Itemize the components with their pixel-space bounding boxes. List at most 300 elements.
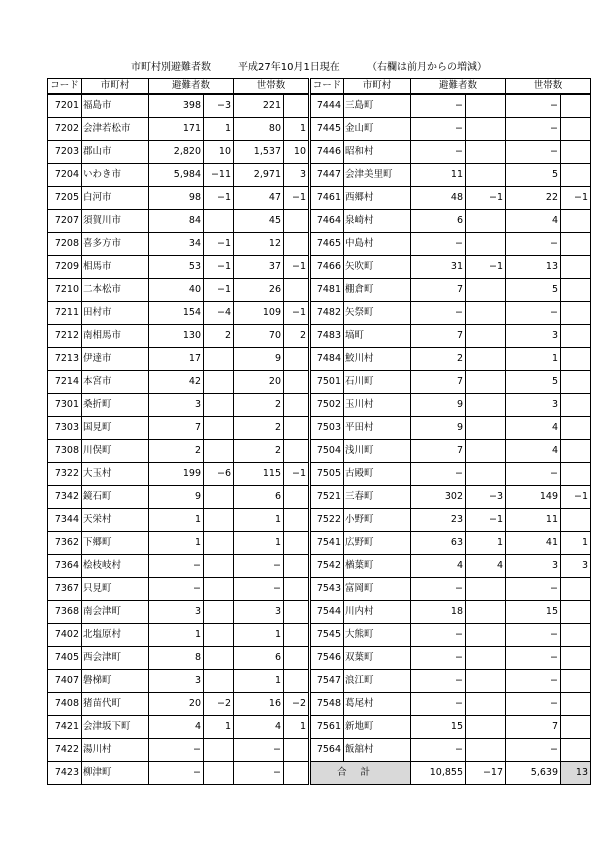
right-evacuees-change-cell bbox=[466, 118, 506, 141]
right-name-cell: 飯舘村 bbox=[344, 739, 411, 762]
left-code-cell: 7301 bbox=[48, 394, 82, 417]
right-evacuees-change-cell: −1 bbox=[466, 187, 506, 210]
left-name-cell: 二本松市 bbox=[82, 279, 149, 302]
right-evacuees-cell: 9 bbox=[411, 417, 466, 440]
left-code-cell: 7342 bbox=[48, 486, 82, 509]
right-households-cell: 5 bbox=[506, 371, 561, 394]
left-households-change-cell bbox=[284, 440, 310, 463]
right-evacuees-change-cell bbox=[466, 279, 506, 302]
left-households-cell: 20 bbox=[234, 371, 284, 394]
right-households-cell: 22 bbox=[506, 187, 561, 210]
right-households-change-cell bbox=[561, 210, 591, 233]
right-evacuees-cell: 18 bbox=[411, 601, 466, 624]
table-row bbox=[48, 624, 591, 647]
right-name-cell: 泉崎村 bbox=[344, 210, 411, 233]
right-name-cell: 浅川町 bbox=[344, 440, 411, 463]
right-households-change-cell bbox=[561, 716, 591, 739]
right-households-cell: − bbox=[506, 578, 561, 601]
table-row bbox=[48, 348, 591, 371]
right-households-cell: − bbox=[506, 693, 561, 716]
left-evacuees-cell: 8 bbox=[149, 647, 204, 670]
right-households-change-cell bbox=[561, 233, 591, 256]
left-households-change-cell bbox=[284, 624, 310, 647]
left-evacuees-cell: − bbox=[149, 739, 204, 762]
right-code-cell: 7545 bbox=[310, 624, 344, 647]
left-code-cell: 7422 bbox=[48, 739, 82, 762]
right-households-cell: 4 bbox=[506, 210, 561, 233]
left-evacuees-change-cell: −2 bbox=[204, 693, 234, 716]
left-code-cell: 7322 bbox=[48, 463, 82, 486]
left-code-cell: 7201 bbox=[48, 94, 82, 118]
right-households-cell: 15 bbox=[506, 601, 561, 624]
right-evacuees-change-cell bbox=[466, 233, 506, 256]
left-code-cell: 7402 bbox=[48, 624, 82, 647]
left-evacuees-change-cell: −3 bbox=[204, 94, 234, 118]
left-households-change-cell bbox=[284, 394, 310, 417]
left-households-change-cell: −1 bbox=[284, 187, 310, 210]
left-households-cell: 1 bbox=[234, 670, 284, 693]
right-households-change-cell bbox=[561, 463, 591, 486]
table-row bbox=[48, 417, 591, 440]
left-households-change-cell: −2 bbox=[284, 693, 310, 716]
right-evacuees-cell: 11 bbox=[411, 164, 466, 187]
right-evacuees-cell: − bbox=[411, 693, 466, 716]
right-name-cell: 棚倉町 bbox=[344, 279, 411, 302]
right-code-cell: 7481 bbox=[310, 279, 344, 302]
right-name-cell: 石川町 bbox=[344, 371, 411, 394]
right-code-cell: 7482 bbox=[310, 302, 344, 325]
right-households-cell: − bbox=[506, 141, 561, 164]
left-evacuees-cell: 20 bbox=[149, 693, 204, 716]
table-row bbox=[48, 555, 591, 578]
left-code-cell: 7367 bbox=[48, 578, 82, 601]
left-name-cell: 磐梯町 bbox=[82, 670, 149, 693]
table-row bbox=[48, 762, 591, 785]
right-name-cell: 玉川村 bbox=[344, 394, 411, 417]
right-households-change-cell bbox=[561, 693, 591, 716]
right-name-cell: 双葉町 bbox=[344, 647, 411, 670]
right-evacuees-cell: − bbox=[411, 647, 466, 670]
left-name-cell: 須賀川市 bbox=[82, 210, 149, 233]
left-name-cell: 鏡石町 bbox=[82, 486, 149, 509]
left-evacuees-change-cell: 1 bbox=[204, 716, 234, 739]
left-name-cell: 南会津町 bbox=[82, 601, 149, 624]
left-code-cell: 7213 bbox=[48, 348, 82, 371]
right-households-cell: − bbox=[506, 233, 561, 256]
left-evacuees-cell: 9 bbox=[149, 486, 204, 509]
left-code-cell: 7204 bbox=[48, 164, 82, 187]
right-households-cell: 5 bbox=[506, 164, 561, 187]
left-evacuees-change-cell bbox=[204, 210, 234, 233]
left-name-cell: 南相馬市 bbox=[82, 325, 149, 348]
right-households-change-cell bbox=[561, 94, 591, 118]
right-households-change-cell bbox=[561, 601, 591, 624]
table-row bbox=[48, 94, 591, 118]
table-row bbox=[48, 440, 591, 463]
left-evacuees-cell: 1 bbox=[149, 624, 204, 647]
left-evacuees-change-cell bbox=[204, 486, 234, 509]
right-households-cell: 5 bbox=[506, 279, 561, 302]
right-households-cell: − bbox=[506, 463, 561, 486]
right-households-cell: 3 bbox=[506, 555, 561, 578]
left-households-change-cell bbox=[284, 762, 310, 785]
left-households-change-cell bbox=[284, 417, 310, 440]
right-evacuees-cell: 7 bbox=[411, 325, 466, 348]
left-households-change-cell bbox=[284, 509, 310, 532]
left-name-cell: 相馬市 bbox=[82, 256, 149, 279]
left-name-cell: 郡山市 bbox=[82, 141, 149, 164]
table-row bbox=[48, 739, 591, 762]
right-code-cell: 7548 bbox=[310, 693, 344, 716]
right-code-cell: 7541 bbox=[310, 532, 344, 555]
right-households-change-cell bbox=[561, 164, 591, 187]
right-evacuees-cell: 4 bbox=[411, 555, 466, 578]
left-name-cell: いわき市 bbox=[82, 164, 149, 187]
left-name-cell: 会津若松市 bbox=[82, 118, 149, 141]
left-households-change-cell bbox=[284, 348, 310, 371]
left-evacuees-change-cell: −4 bbox=[204, 302, 234, 325]
right-households-change-cell bbox=[561, 256, 591, 279]
left-name-cell: 田村市 bbox=[82, 302, 149, 325]
table-row bbox=[48, 164, 591, 187]
table-row bbox=[48, 670, 591, 693]
left-households-change-cell: −1 bbox=[284, 256, 310, 279]
table-row bbox=[48, 256, 591, 279]
left-households-change-cell: −1 bbox=[284, 302, 310, 325]
right-evacuees-change-cell bbox=[466, 578, 506, 601]
evacuee-table bbox=[47, 78, 591, 785]
left-evacuees-change-cell bbox=[204, 601, 234, 624]
table-row bbox=[48, 578, 591, 601]
left-households-change-cell bbox=[284, 670, 310, 693]
left-evacuees-change-cell bbox=[204, 647, 234, 670]
left-evacuees-cell: 2,820 bbox=[149, 141, 204, 164]
left-code-cell: 7344 bbox=[48, 509, 82, 532]
left-code-cell: 7210 bbox=[48, 279, 82, 302]
right-name-cell: 金山町 bbox=[344, 118, 411, 141]
left-code-cell: 7408 bbox=[48, 693, 82, 716]
left-name-cell: 桧枝岐村 bbox=[82, 555, 149, 578]
left-name-cell: 白河市 bbox=[82, 187, 149, 210]
left-households-cell: 2 bbox=[234, 394, 284, 417]
left-evacuees-change-cell bbox=[204, 509, 234, 532]
left-code-cell: 7207 bbox=[48, 210, 82, 233]
right-households-change-cell bbox=[561, 739, 591, 762]
left-code-cell: 7308 bbox=[48, 440, 82, 463]
right-evacuees-change-cell: −3 bbox=[466, 486, 506, 509]
right-code-cell: 7461 bbox=[310, 187, 344, 210]
right-evacuees-cell: 48 bbox=[411, 187, 466, 210]
left-evacuees-change-cell bbox=[204, 739, 234, 762]
right-households-cell: 13 bbox=[506, 256, 561, 279]
right-households-change-cell bbox=[561, 624, 591, 647]
right-evacuees-cell: 7 bbox=[411, 371, 466, 394]
total-evacuees-cell: 10,855 bbox=[411, 762, 466, 785]
left-households-change-cell: 3 bbox=[284, 164, 310, 187]
right-evacuees-cell: 23 bbox=[411, 509, 466, 532]
right-name-cell: 新地町 bbox=[344, 716, 411, 739]
left-evacuees-cell: 17 bbox=[149, 348, 204, 371]
left-evacuees-change-cell: −1 bbox=[204, 187, 234, 210]
right-name-cell: 葛尾村 bbox=[344, 693, 411, 716]
right-households-change-cell: 3 bbox=[561, 555, 591, 578]
right-households-cell: 1 bbox=[506, 348, 561, 371]
left-evacuees-cell: 199 bbox=[149, 463, 204, 486]
left-households-cell: 4 bbox=[234, 716, 284, 739]
left-evacuees-cell: − bbox=[149, 555, 204, 578]
right-evacuees-cell: − bbox=[411, 578, 466, 601]
left-name-cell: 湯川村 bbox=[82, 739, 149, 762]
left-name-cell: 柳津町 bbox=[82, 762, 149, 785]
right-code-cell: 7542 bbox=[310, 555, 344, 578]
left-evacuees-cell: 130 bbox=[149, 325, 204, 348]
left-name-cell: 福島市 bbox=[82, 94, 149, 118]
right-evacuees-cell: 6 bbox=[411, 210, 466, 233]
right-code-cell: 7546 bbox=[310, 647, 344, 670]
right-households-change-cell bbox=[561, 371, 591, 394]
left-code-cell: 7362 bbox=[48, 532, 82, 555]
header-municipality-right: 市町村 bbox=[344, 79, 411, 95]
left-name-cell: 大玉村 bbox=[82, 463, 149, 486]
left-code-cell: 7364 bbox=[48, 555, 82, 578]
header-households: 世帯数 bbox=[234, 79, 310, 95]
right-code-cell: 7547 bbox=[310, 670, 344, 693]
header-municipality: 市町村 bbox=[82, 79, 149, 95]
right-name-cell: 古殿町 bbox=[344, 463, 411, 486]
left-households-cell: 45 bbox=[234, 210, 284, 233]
left-households-cell: 1 bbox=[234, 532, 284, 555]
right-evacuees-change-cell bbox=[466, 647, 506, 670]
right-name-cell: 会津美里町 bbox=[344, 164, 411, 187]
left-evacuees-change-cell bbox=[204, 670, 234, 693]
total-households-cell: 5,639 bbox=[506, 762, 561, 785]
left-households-change-cell bbox=[284, 601, 310, 624]
left-name-cell: 下郷町 bbox=[82, 532, 149, 555]
left-households-cell: 47 bbox=[234, 187, 284, 210]
left-evacuees-cell: 3 bbox=[149, 394, 204, 417]
left-code-cell: 7303 bbox=[48, 417, 82, 440]
left-households-change-cell bbox=[284, 210, 310, 233]
header-households-right: 世帯数 bbox=[506, 79, 591, 95]
left-households-cell: 2 bbox=[234, 440, 284, 463]
right-evacuees-change-cell bbox=[466, 716, 506, 739]
left-households-cell: 16 bbox=[234, 693, 284, 716]
left-evacuees-change-cell bbox=[204, 371, 234, 394]
left-evacuees-cell: 1 bbox=[149, 509, 204, 532]
right-code-cell: 7445 bbox=[310, 118, 344, 141]
right-evacuees-change-cell bbox=[466, 463, 506, 486]
right-households-cell: 41 bbox=[506, 532, 561, 555]
left-households-change-cell bbox=[284, 578, 310, 601]
right-households-cell: 4 bbox=[506, 440, 561, 463]
right-evacuees-change-cell bbox=[466, 739, 506, 762]
left-households-cell: 2,971 bbox=[234, 164, 284, 187]
left-name-cell: 本宮市 bbox=[82, 371, 149, 394]
left-evacuees-cell: 53 bbox=[149, 256, 204, 279]
left-name-cell: 会津坂下町 bbox=[82, 716, 149, 739]
left-evacuees-change-cell bbox=[204, 762, 234, 785]
right-households-change-cell bbox=[561, 670, 591, 693]
left-households-change-cell bbox=[284, 532, 310, 555]
left-evacuees-cell: 3 bbox=[149, 601, 204, 624]
table-row bbox=[48, 325, 591, 348]
right-code-cell: 7466 bbox=[310, 256, 344, 279]
right-households-cell: − bbox=[506, 670, 561, 693]
right-evacuees-change-cell bbox=[466, 601, 506, 624]
left-evacuees-cell: 98 bbox=[149, 187, 204, 210]
table-row bbox=[48, 233, 591, 256]
left-code-cell: 7205 bbox=[48, 187, 82, 210]
table-row bbox=[48, 509, 591, 532]
right-code-cell: 7544 bbox=[310, 601, 344, 624]
left-households-cell: 6 bbox=[234, 647, 284, 670]
right-code-cell: 7484 bbox=[310, 348, 344, 371]
left-name-cell: 喜多方市 bbox=[82, 233, 149, 256]
left-code-cell: 7421 bbox=[48, 716, 82, 739]
right-name-cell: 鮫川村 bbox=[344, 348, 411, 371]
right-code-cell: 7564 bbox=[310, 739, 344, 762]
left-evacuees-change-cell bbox=[204, 555, 234, 578]
left-code-cell: 7214 bbox=[48, 371, 82, 394]
right-name-cell: 矢吹町 bbox=[344, 256, 411, 279]
left-evacuees-cell: 42 bbox=[149, 371, 204, 394]
right-households-change-cell: −1 bbox=[561, 486, 591, 509]
right-households-cell: 3 bbox=[506, 394, 561, 417]
right-evacuees-change-cell bbox=[466, 624, 506, 647]
left-evacuees-cell: 34 bbox=[149, 233, 204, 256]
right-households-change-cell bbox=[561, 302, 591, 325]
right-code-cell: 7447 bbox=[310, 164, 344, 187]
table-row bbox=[48, 647, 591, 670]
right-evacuees-cell: 7 bbox=[411, 440, 466, 463]
left-evacuees-cell: 1 bbox=[149, 532, 204, 555]
right-households-cell: − bbox=[506, 302, 561, 325]
right-evacuees-cell: − bbox=[411, 141, 466, 164]
right-evacuees-change-cell bbox=[466, 94, 506, 118]
right-households-cell: 4 bbox=[506, 417, 561, 440]
left-households-cell: 115 bbox=[234, 463, 284, 486]
left-households-cell: 37 bbox=[234, 256, 284, 279]
right-code-cell: 7501 bbox=[310, 371, 344, 394]
right-code-cell: 7543 bbox=[310, 578, 344, 601]
left-households-change-cell: 2 bbox=[284, 325, 310, 348]
left-households-cell: 1 bbox=[234, 509, 284, 532]
right-name-cell: 昭和村 bbox=[344, 141, 411, 164]
left-evacuees-change-cell: −1 bbox=[204, 233, 234, 256]
table-row bbox=[48, 601, 591, 624]
left-name-cell: 川俣町 bbox=[82, 440, 149, 463]
right-households-cell: − bbox=[506, 624, 561, 647]
right-evacuees-cell: − bbox=[411, 233, 466, 256]
right-households-change-cell: −1 bbox=[561, 187, 591, 210]
right-evacuees-cell: 31 bbox=[411, 256, 466, 279]
left-households-change-cell: 1 bbox=[284, 118, 310, 141]
right-name-cell: 塙町 bbox=[344, 325, 411, 348]
document-title bbox=[0, 61, 599, 75]
left-code-cell: 7202 bbox=[48, 118, 82, 141]
right-evacuees-change-cell bbox=[466, 210, 506, 233]
left-households-change-cell bbox=[284, 739, 310, 762]
right-evacuees-cell: − bbox=[411, 302, 466, 325]
left-households-cell: − bbox=[234, 555, 284, 578]
left-evacuees-change-cell bbox=[204, 440, 234, 463]
left-evacuees-cell: 40 bbox=[149, 279, 204, 302]
right-code-cell: 7504 bbox=[310, 440, 344, 463]
left-households-change-cell bbox=[284, 279, 310, 302]
right-code-cell: 7521 bbox=[310, 486, 344, 509]
left-households-change-cell bbox=[284, 555, 310, 578]
table-row bbox=[48, 693, 591, 716]
left-evacuees-change-cell bbox=[204, 532, 234, 555]
left-households-cell: − bbox=[234, 578, 284, 601]
left-households-cell: 109 bbox=[234, 302, 284, 325]
left-households-cell: 70 bbox=[234, 325, 284, 348]
table-row bbox=[48, 118, 591, 141]
right-code-cell: 7464 bbox=[310, 210, 344, 233]
left-households-change-cell: 10 bbox=[284, 141, 310, 164]
right-evacuees-cell: − bbox=[411, 463, 466, 486]
left-households-change-cell bbox=[284, 371, 310, 394]
right-name-cell: 大熊町 bbox=[344, 624, 411, 647]
left-evacuees-change-cell bbox=[204, 394, 234, 417]
right-households-cell: 7 bbox=[506, 716, 561, 739]
left-code-cell: 7423 bbox=[48, 762, 82, 785]
right-code-cell: 7502 bbox=[310, 394, 344, 417]
right-code-cell: 7483 bbox=[310, 325, 344, 348]
left-evacuees-change-cell bbox=[204, 417, 234, 440]
left-evacuees-change-cell bbox=[204, 348, 234, 371]
table-row bbox=[48, 371, 591, 394]
left-code-cell: 7368 bbox=[48, 601, 82, 624]
right-households-change-cell bbox=[561, 279, 591, 302]
right-households-change-cell bbox=[561, 578, 591, 601]
left-households-cell: 26 bbox=[234, 279, 284, 302]
right-evacuees-change-cell: −1 bbox=[466, 256, 506, 279]
right-households-change-cell bbox=[561, 325, 591, 348]
left-name-cell: 只見町 bbox=[82, 578, 149, 601]
left-evacuees-cell: 4 bbox=[149, 716, 204, 739]
right-name-cell: 川内村 bbox=[344, 601, 411, 624]
left-households-cell: 1,537 bbox=[234, 141, 284, 164]
right-evacuees-cell: 302 bbox=[411, 486, 466, 509]
right-evacuees-change-cell bbox=[466, 164, 506, 187]
left-evacuees-cell: 3 bbox=[149, 670, 204, 693]
right-households-cell: 149 bbox=[506, 486, 561, 509]
right-evacuees-change-cell bbox=[466, 670, 506, 693]
left-households-cell: 221 bbox=[234, 94, 284, 118]
left-households-cell: − bbox=[234, 739, 284, 762]
left-code-cell: 7405 bbox=[48, 647, 82, 670]
right-evacuees-change-cell bbox=[466, 141, 506, 164]
right-name-cell: 広野町 bbox=[344, 532, 411, 555]
left-evacuees-cell: 84 bbox=[149, 210, 204, 233]
left-name-cell: 桑折町 bbox=[82, 394, 149, 417]
left-code-cell: 7203 bbox=[48, 141, 82, 164]
table-row bbox=[48, 141, 591, 164]
left-name-cell: 天栄村 bbox=[82, 509, 149, 532]
left-evacuees-cell: − bbox=[149, 762, 204, 785]
table-row bbox=[48, 394, 591, 417]
total-households-change-cell: 13 bbox=[561, 762, 591, 785]
left-code-cell: 7209 bbox=[48, 256, 82, 279]
right-code-cell: 7522 bbox=[310, 509, 344, 532]
right-name-cell: 中島村 bbox=[344, 233, 411, 256]
right-evacuees-change-cell: 1 bbox=[466, 532, 506, 555]
left-name-cell: 国見町 bbox=[82, 417, 149, 440]
right-households-cell: − bbox=[506, 739, 561, 762]
right-evacuees-cell: − bbox=[411, 94, 466, 118]
right-households-change-cell: 1 bbox=[561, 532, 591, 555]
